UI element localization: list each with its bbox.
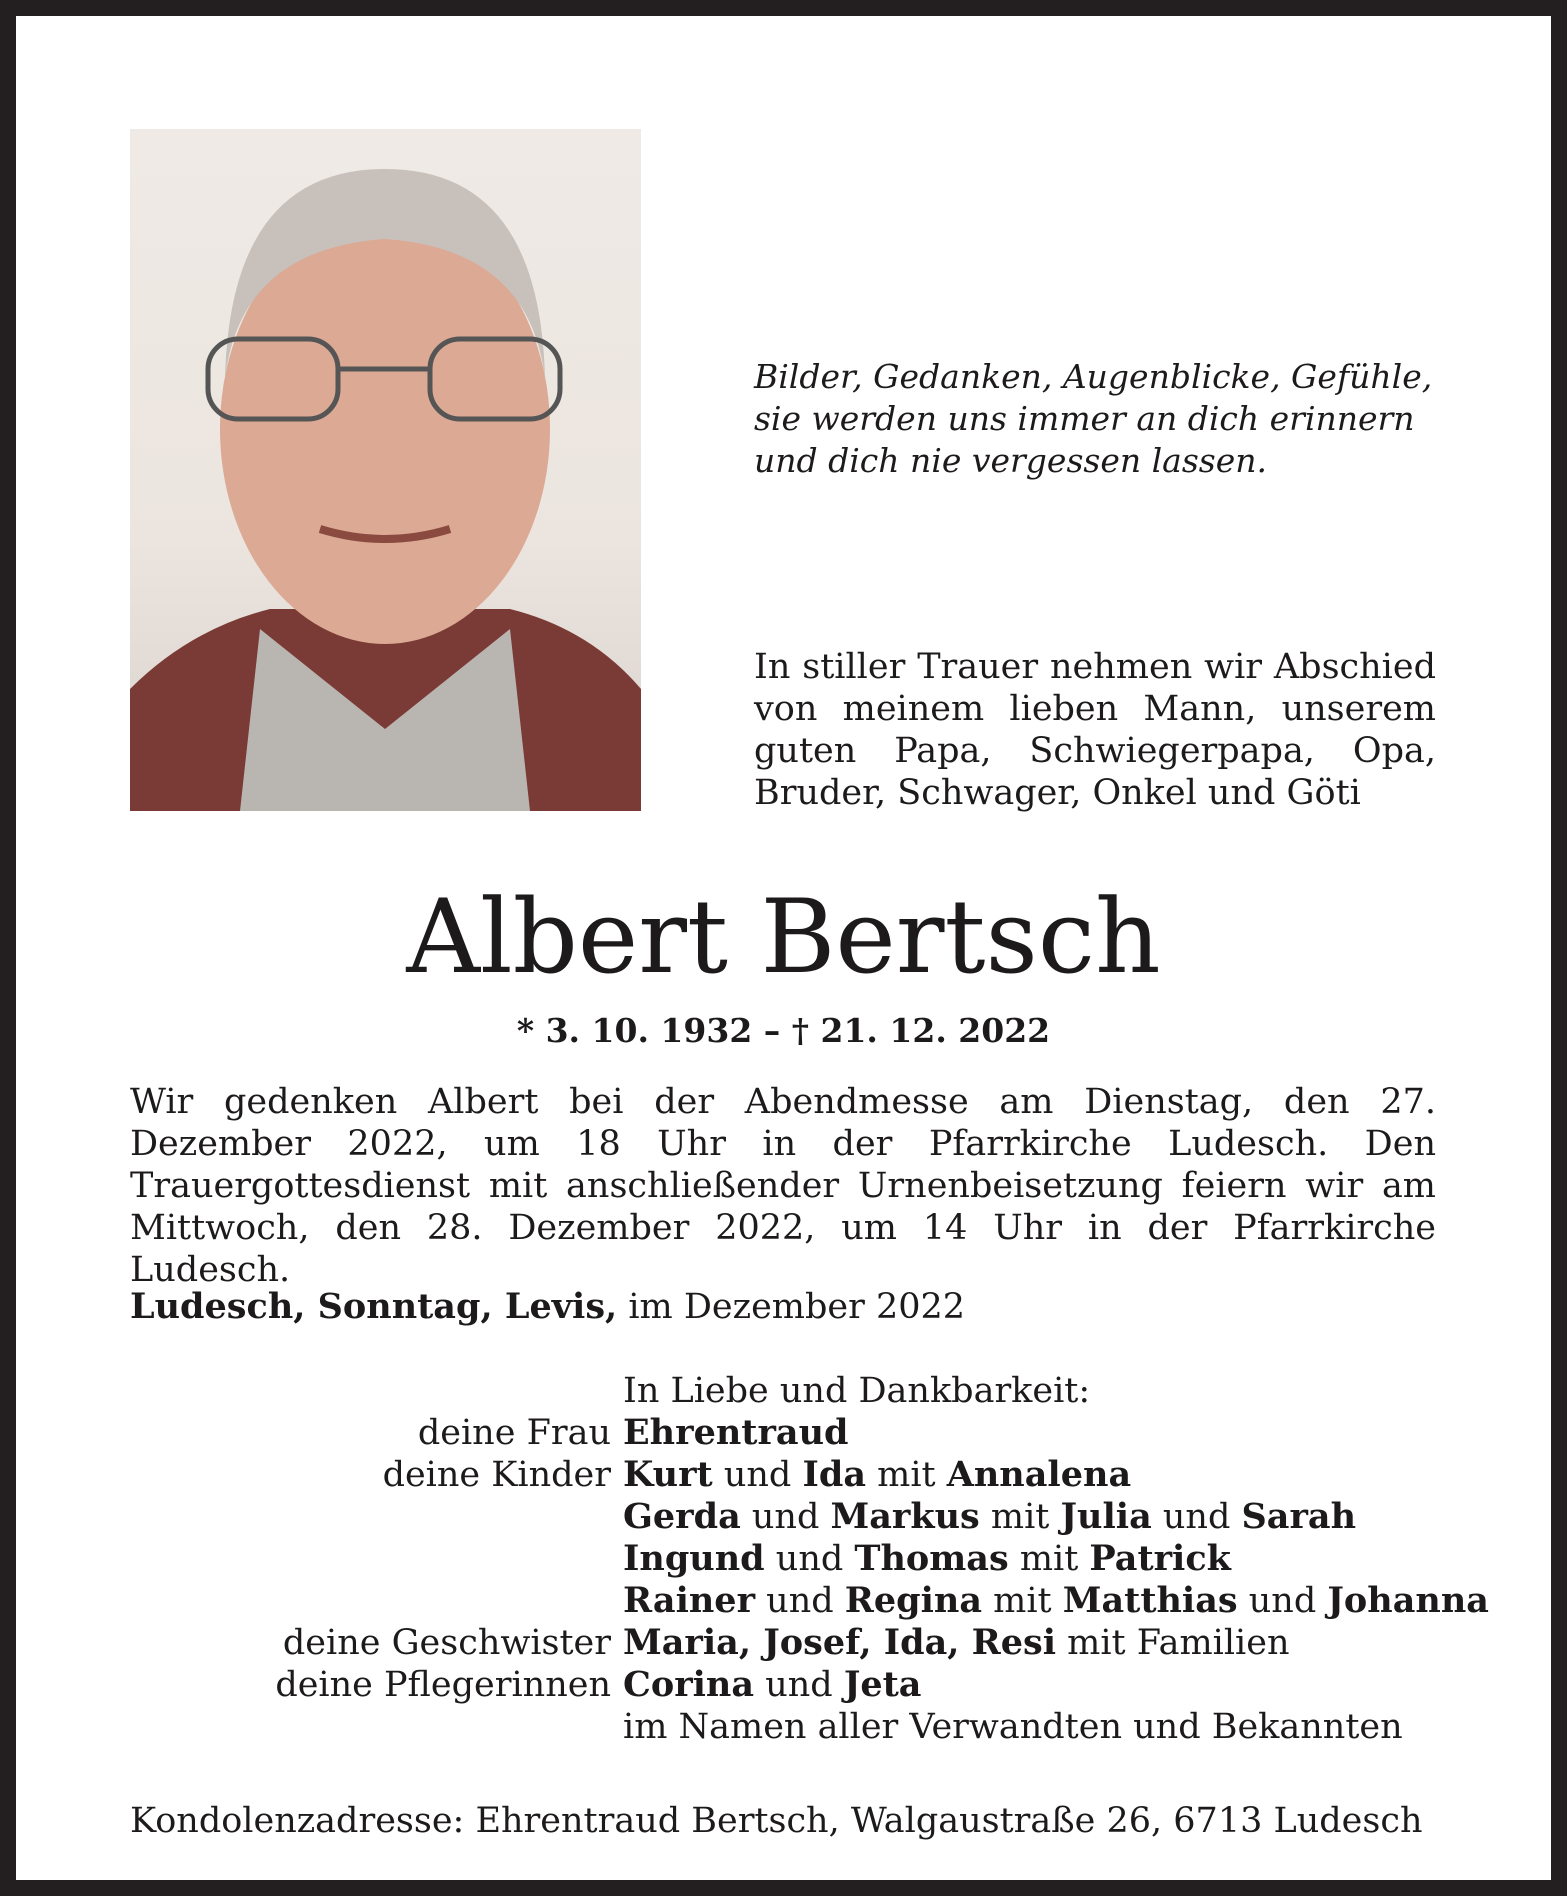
portrait-photo — [130, 129, 641, 811]
quote-line: sie werden uns immer an dich erinnern — [754, 399, 1415, 438]
connector-text: und — [1237, 1581, 1328, 1621]
family-list — [130, 1370, 1489, 1748]
place-names: Ludesch, Sonntag, Levis, — [130, 1286, 618, 1327]
person-name: Kurt — [623, 1454, 713, 1495]
person-name: Maria, Josef, Ida, Resi — [623, 1622, 1056, 1663]
family-names — [623, 1412, 848, 1454]
relation-label: deine Frau — [417, 1413, 611, 1453]
deceased-name: Albert Bertsch — [406, 878, 1161, 997]
place-month: im Dezember 2022 — [617, 1287, 966, 1327]
person-name: Ida — [802, 1454, 866, 1495]
relation-label: deine Pflegerinnen — [275, 1665, 611, 1705]
connector-text: und — [754, 1665, 844, 1705]
person-name: Ehrentraud — [623, 1412, 849, 1453]
place-date — [130, 1286, 965, 1327]
obituary-page — [16, 16, 1551, 1880]
connector-text: und — [1151, 1497, 1242, 1537]
person-name: Ingund — [623, 1538, 765, 1579]
person-name: Thomas — [854, 1538, 1009, 1579]
thanks-heading: In Liebe und Dankbarkeit: — [623, 1371, 1091, 1411]
person-name: Regina — [844, 1580, 983, 1621]
person-name: Gerda — [623, 1496, 741, 1537]
family-names — [623, 1538, 1231, 1580]
relation-label — [130, 1580, 623, 1622]
relation-label: deine Geschwister — [282, 1623, 611, 1663]
quote-line: und dich nie vergessen lassen. — [754, 441, 1267, 480]
person-name: Jeta — [843, 1664, 922, 1705]
relation-label — [130, 1538, 623, 1580]
family-row — [130, 1412, 1489, 1454]
person-name: Markus — [830, 1496, 980, 1537]
person-name: Johanna — [1327, 1580, 1489, 1621]
family-row — [130, 1538, 1489, 1580]
quote-line: Bilder, Gedanken, Augenblicke, Gefühle, — [754, 357, 1433, 396]
family-names — [623, 1664, 922, 1706]
person-name: Julia — [1060, 1496, 1152, 1537]
life-dates: * 3. 10. 1932 – † 21. 12. 2022 — [516, 1011, 1051, 1050]
person-name: Sarah — [1241, 1496, 1357, 1537]
connector-text: und — [740, 1497, 831, 1537]
family-names — [623, 1706, 1403, 1748]
service-info: Wir gedenken Albert bei der Abendmesse am Dienstag, den 27. Dezember 2022, um 18 Uhr in der Pfarrkirche Ludesch. Den Trauergottesdienst mit anschließender Urnenbeisetzung feiern wir am Mittwoch, den 28. Dezember 2022, um 14 Uhr in der Pfarrkirche Ludesch. — [130, 1082, 1436, 1290]
connector-text: mit — [982, 1581, 1063, 1621]
person-name: Annalena — [946, 1454, 1132, 1495]
condolence-address: Kondolenzadresse: Ehrentraud Bertsch, Walgaustraße 26, 6713 Ludesch — [130, 1801, 1423, 1841]
connector-text: und — [755, 1581, 845, 1621]
family-row — [130, 1706, 1489, 1748]
relation-label: deine Kinder — [382, 1455, 611, 1495]
family-names — [623, 1622, 1290, 1664]
family-names — [623, 1580, 1489, 1622]
person-name: Matthias — [1062, 1580, 1238, 1621]
relation-label — [130, 1496, 623, 1538]
connector-text: mit Familien — [1056, 1623, 1290, 1663]
connector-text: und — [712, 1455, 803, 1495]
family-row — [130, 1580, 1489, 1622]
family-row — [130, 1496, 1489, 1538]
connector-text: mit — [1008, 1539, 1090, 1579]
relation-label — [130, 1706, 623, 1748]
family-row — [130, 1622, 1489, 1664]
connector-text: mit — [979, 1497, 1061, 1537]
family-names — [623, 1496, 1356, 1538]
connector-text: und — [764, 1539, 855, 1579]
family-row — [130, 1454, 1489, 1496]
person-name: Rainer — [623, 1580, 756, 1621]
family-names — [623, 1454, 1131, 1496]
connector-text: mit — [866, 1455, 947, 1495]
memorial-quote — [754, 356, 1432, 482]
person-name: Patrick — [1089, 1538, 1231, 1579]
connector-text: im Namen aller Verwandten und Bekannten — [623, 1707, 1403, 1747]
intro-text: In stiller Trauer nehmen wir Abschied von meinem lieben Mann, unserem guten Papa, Schwiegerpapa, Opa, Bruder, Schwager, Onkel und Göti — [754, 647, 1436, 813]
person-name: Corina — [623, 1664, 755, 1705]
family-row — [130, 1664, 1489, 1706]
